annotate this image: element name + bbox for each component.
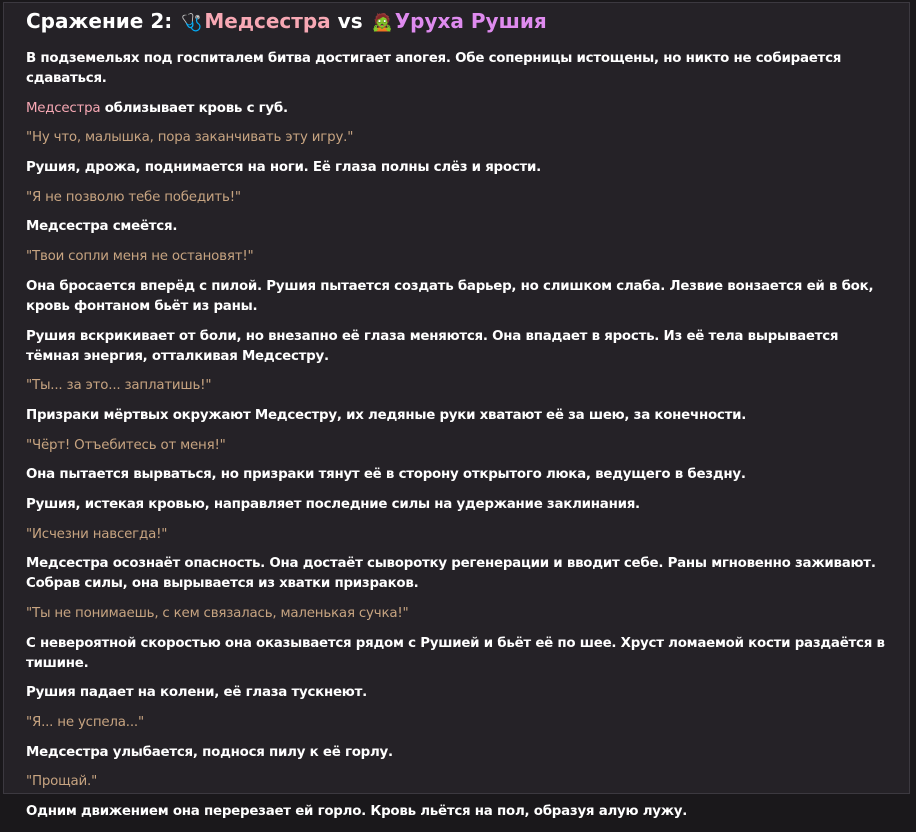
narration-paragraph: Медсестра смеётся. — [26, 219, 178, 235]
dialogue-line: "Ты... за это... заплатишь!" — [26, 378, 212, 394]
nurse-mention: Медсестра — [26, 100, 101, 116]
narration-paragraph: В подземельях под госпиталем битва достигает апогея. Обе соперницы истощены, но никто не собирается сдаваться. — [26, 51, 842, 86]
rushia-name: Уруха Рушия — [394, 9, 547, 33]
nurse-name: Медсестра — [204, 9, 331, 33]
narration-paragraph: Рушия падает на колени, её глаза тускнеют. — [26, 685, 367, 701]
narration-paragraph: Призраки мёртвых окружают Медсестру, их ледяные руки хватают её за шею, за конечности. — [26, 407, 747, 423]
narration-paragraph: Она пытается вырваться, но призраки тянут её в сторону открытого люка, ведущего в бездну. — [26, 467, 746, 483]
narration-paragraph: Она бросается вперёд с пилой. Рушия пытается создать барьер, но слишком слаба. Лезвие вонзается ей в бок, кровь фонтаном бьёт из раны. — [26, 278, 874, 314]
battle-title — [26, 8, 547, 36]
narration-paragraph: Медсестра улыбается, поднося пилу к её горлу. — [26, 744, 393, 760]
narration-paragraph: Рушия, истекая кровью, направляет последние силы на удержание заклинания. — [26, 496, 640, 512]
narration-paragraph: Рушия вскрикивает от боли, но внезапно её глаза меняются. Она впадает в ярость. Из её тела вырывается тёмная энергия, отталкивая Медсестру. — [26, 328, 839, 364]
dialogue-line: "Чёрт! Отъебитесь от меня!" — [26, 437, 226, 453]
zombie-icon: 🧟 — [371, 13, 393, 33]
dialogue-line: "Я... не успела..." — [26, 715, 144, 731]
dialogue-line: "Исчезни навсегда!" — [26, 526, 168, 542]
narration-paragraph — [26, 99, 894, 119]
dialogue-line: "Я не позволю тебе победить!" — [26, 189, 241, 205]
stethoscope-icon: 🩺 — [181, 13, 203, 33]
story-text — [26, 49, 894, 832]
narration-paragraph: Одним движением она перерезает ей горло. Кровь льётся на пол, образуя алую лужу. — [26, 804, 688, 820]
dialogue-line: "Прощай." — [26, 774, 98, 790]
dialogue-line: "Ну что, малышка, пора заканчивать эту игру." — [26, 130, 354, 146]
versus-label: vs — [337, 9, 363, 33]
message-panel — [3, 2, 910, 820]
narration-paragraph: С невероятной скоростью она оказывается рядом с Рушией и бьёт её по шее. Хруст ломаемой кости раздаётся в тишине. — [26, 635, 885, 671]
title-prefix: Сражение 2: — [26, 9, 173, 33]
narration-text: облизывает кровь с губ. — [100, 100, 288, 116]
narration-paragraph: Рушия, дрожа, поднимается на ноги. Её глаза полны слёз и ярости. — [26, 160, 542, 176]
dialogue-line: "Ты не понимаешь, с кем связалась, маленькая сучка!" — [26, 606, 409, 621]
narration-paragraph: Медсестра осознаёт опасность. Она достаёт сыворотку регенерации и вводит себе. Раны мгновенно заживают. Собрав силы, она вырывается из хватки призраков. — [26, 556, 876, 592]
dialogue-line: "Твои сопли меня не остановят!" — [26, 249, 254, 265]
